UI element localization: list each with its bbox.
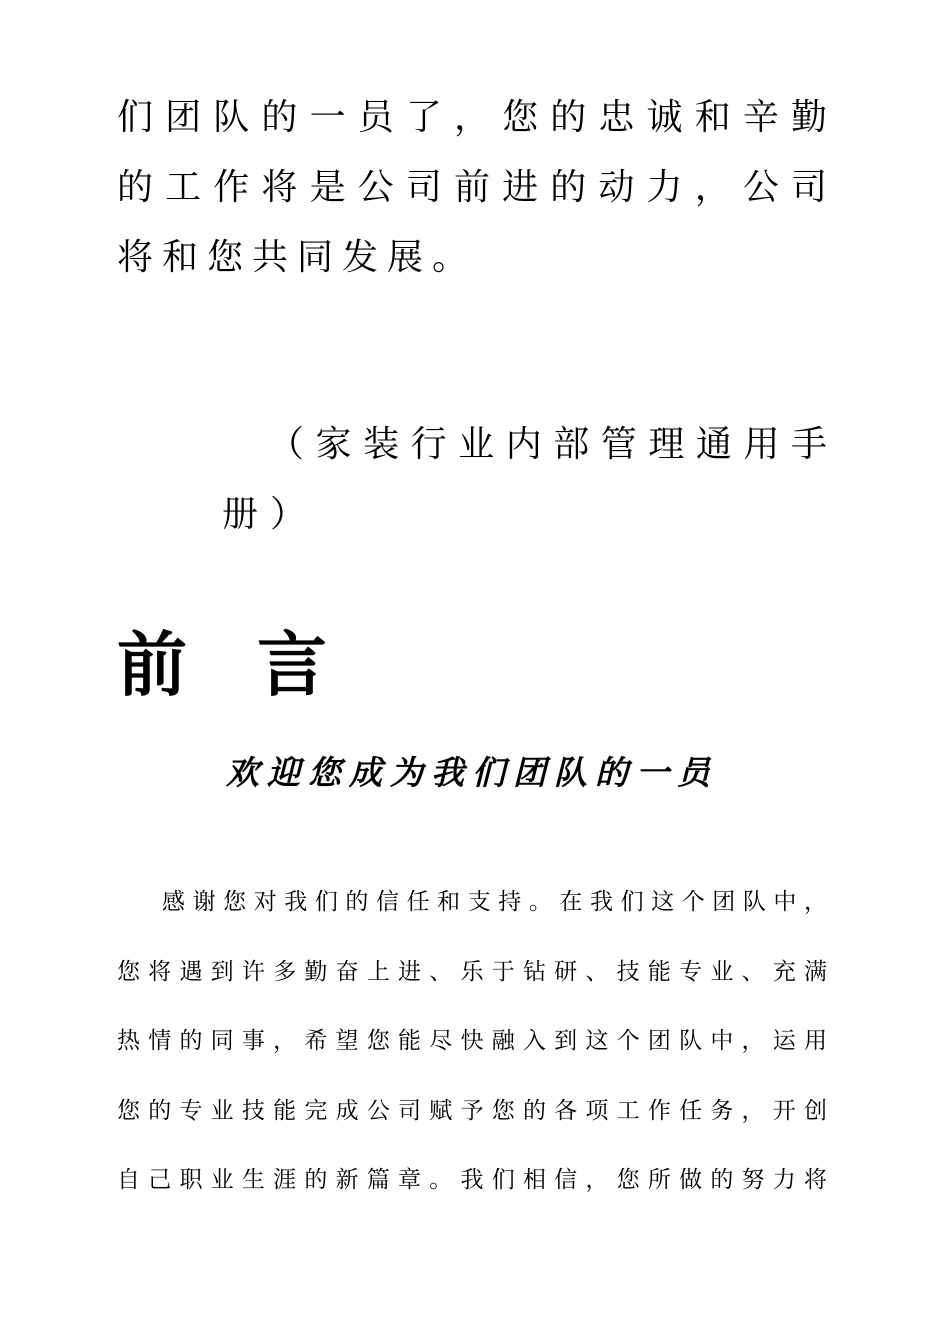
body-line: 您将遇到许多勤奋上进、乐于钻研、技能专业、充满 — [117, 958, 827, 985]
preface-title: 前言 — [117, 623, 397, 706]
body-line: 自己职业生涯的新篇章。我们相信，您所做的努力将 — [117, 1167, 827, 1193]
subtitle-line: 册） — [222, 494, 319, 535]
intro-line: 的工作将是公司前进的动力，公司 — [117, 167, 827, 208]
subtitle-line: （家装行业内部管理通用手 — [268, 424, 827, 465]
intro-line: 们团队的一员了，您的忠诚和辛勤 — [117, 97, 827, 138]
intro-paragraph — [117, 83, 827, 293]
body-paragraph — [117, 868, 827, 1216]
welcome-heading: 欢迎您成为我们团队的一员 — [226, 753, 718, 792]
body-line: 感谢您对我们的信任和支持。在我们这个团队中， — [162, 889, 827, 915]
intro-line: 将和您共同发展。 — [117, 237, 478, 278]
body-line: 您的专业技能完成公司赋予您的各项工作任务，开创 — [117, 1097, 827, 1124]
body-line: 热情的同事，希望您能尽快融入到这个团队中，运用 — [117, 1028, 827, 1054]
